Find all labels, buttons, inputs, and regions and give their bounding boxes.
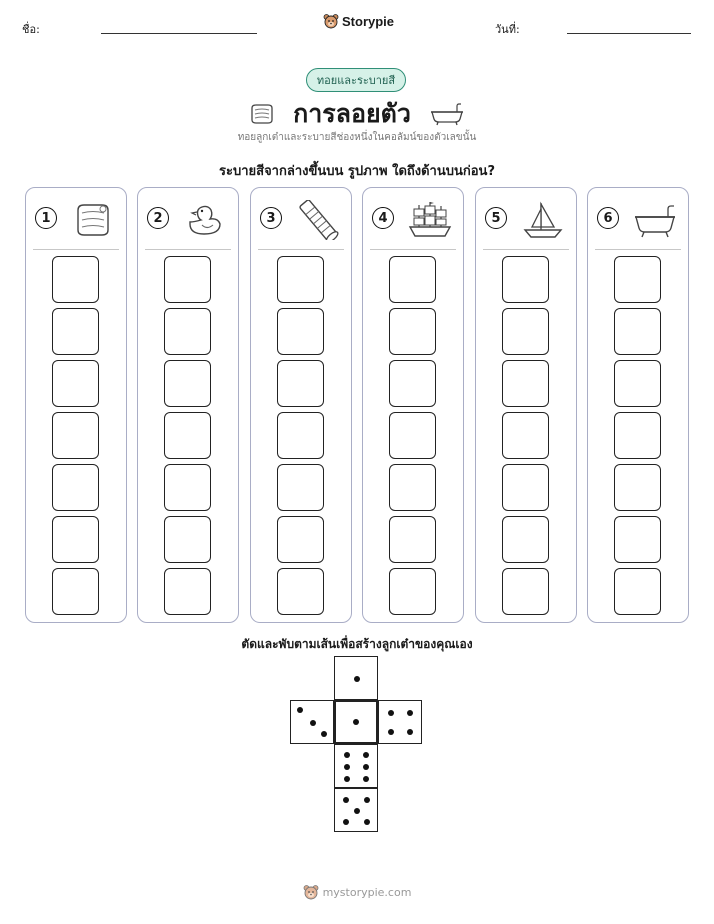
footer — [0, 884, 714, 900]
color-cell[interactable] — [389, 308, 436, 355]
dice-face-left — [290, 700, 334, 744]
dice-pip — [343, 797, 349, 803]
column-header — [363, 198, 463, 248]
column-number: 1 — [35, 207, 57, 229]
date-label: วันที่: — [495, 23, 520, 36]
bear-face-icon — [303, 884, 319, 900]
column-header — [138, 198, 238, 248]
column-number: 2 — [147, 207, 169, 229]
dice-pip — [407, 729, 413, 735]
dice-face-bottom — [334, 788, 378, 832]
dice-pip — [364, 797, 370, 803]
color-cell[interactable] — [389, 256, 436, 303]
dice-pip — [354, 808, 360, 814]
color-cell[interactable] — [52, 464, 99, 511]
color-cell[interactable] — [52, 360, 99, 407]
column-2 — [137, 187, 239, 623]
column-1 — [25, 187, 127, 623]
color-cell[interactable] — [614, 256, 661, 303]
color-cell[interactable] — [164, 412, 211, 459]
color-cell[interactable] — [389, 360, 436, 407]
dice-pip — [344, 776, 350, 782]
color-cell[interactable] — [389, 464, 436, 511]
footer-url[interactable]: mystorypie.com — [322, 885, 412, 899]
name-line — [101, 33, 257, 34]
color-cell[interactable] — [52, 308, 99, 355]
color-cell[interactable] — [389, 412, 436, 459]
pirate-ship-icon — [407, 200, 453, 240]
color-cell[interactable] — [502, 568, 549, 615]
color-cell[interactable] — [502, 360, 549, 407]
brand-logo — [323, 13, 394, 29]
color-cell[interactable] — [502, 256, 549, 303]
color-cell[interactable] — [52, 516, 99, 563]
color-cell[interactable] — [502, 516, 549, 563]
dice-pip — [388, 729, 394, 735]
dice-face-center — [334, 700, 378, 744]
soap-bar-icon — [70, 200, 116, 240]
dice-pip — [363, 752, 369, 758]
color-cell[interactable] — [164, 308, 211, 355]
color-cell[interactable] — [164, 464, 211, 511]
color-cell[interactable] — [164, 256, 211, 303]
bathtub-icon — [429, 102, 465, 126]
color-cell[interactable] — [277, 308, 324, 355]
color-cell[interactable] — [277, 516, 324, 563]
page-title: การลอยตัว — [293, 99, 411, 128]
color-cell[interactable] — [614, 568, 661, 615]
scroll-icon — [295, 200, 341, 240]
column-divider — [370, 249, 456, 250]
dice-face-lower — [334, 744, 378, 788]
column-4 — [362, 187, 464, 623]
dice-pip — [363, 776, 369, 782]
color-cell[interactable] — [614, 412, 661, 459]
question: ระบายสีจากล่างขึ้นบน รูปภาพ ใดถึงด้านบนก่อน? — [219, 164, 495, 179]
column-3 — [250, 187, 352, 623]
column-header — [251, 198, 351, 248]
column-number: 4 — [372, 207, 394, 229]
dice-pip — [388, 710, 394, 716]
dice-pip — [344, 752, 350, 758]
column-number: 6 — [597, 207, 619, 229]
activity-badge: ทอยและระบายสี — [306, 68, 406, 92]
dice-pip — [363, 764, 369, 770]
title-row — [0, 94, 714, 134]
color-cell[interactable] — [389, 516, 436, 563]
column-number: 3 — [260, 207, 282, 229]
color-cell[interactable] — [277, 568, 324, 615]
date-line — [567, 33, 691, 34]
color-cell[interactable] — [277, 256, 324, 303]
color-cell[interactable] — [164, 516, 211, 563]
color-cell[interactable] — [52, 568, 99, 615]
cut-instruction: ตัดและพับตามเส้นเพื่อสร้างลูกเต๋าของคุณเอง — [241, 637, 473, 651]
column-number: 5 — [485, 207, 507, 229]
dice-pip — [297, 707, 303, 713]
column-6 — [587, 187, 689, 623]
color-cell[interactable] — [164, 360, 211, 407]
color-cell[interactable] — [52, 256, 99, 303]
dice-pip — [343, 819, 349, 825]
dice-pip — [321, 731, 327, 737]
bathtub-icon — [632, 200, 678, 240]
dice-pip — [310, 720, 316, 726]
column-divider — [145, 249, 231, 250]
brand-name: Storypie — [342, 13, 395, 29]
subtitle: ทอยลูกเต๋าและระบายสีช่องหนึ่งในคอลัมน์ของตัวเลขนั้น — [237, 132, 477, 143]
dice-face-top — [334, 656, 378, 700]
color-cell[interactable] — [502, 308, 549, 355]
dice-pip — [364, 819, 370, 825]
column-divider — [483, 249, 569, 250]
column-divider — [595, 249, 681, 250]
color-cell[interactable] — [277, 360, 324, 407]
dice-pip — [407, 710, 413, 716]
column-divider — [258, 249, 344, 250]
soap-bar-icon — [249, 102, 275, 126]
dice-pip — [344, 764, 350, 770]
color-cell[interactable] — [614, 308, 661, 355]
column-header — [26, 198, 126, 248]
color-cell[interactable] — [614, 464, 661, 511]
column-5 — [475, 187, 577, 623]
color-cell[interactable] — [614, 360, 661, 407]
column-header — [588, 198, 688, 248]
column-header — [476, 198, 576, 248]
dice-pip — [354, 676, 360, 682]
color-cell[interactable] — [277, 464, 324, 511]
color-cell[interactable] — [502, 464, 549, 511]
color-cell[interactable] — [164, 568, 211, 615]
bear-face-icon — [323, 13, 339, 29]
color-cell[interactable] — [277, 412, 324, 459]
color-cell[interactable] — [389, 568, 436, 615]
dice-face-right — [378, 700, 422, 744]
color-cell[interactable] — [502, 412, 549, 459]
rubber-duck-icon — [182, 200, 228, 240]
column-divider — [33, 249, 119, 250]
sailboat-icon — [520, 200, 566, 240]
name-label: ชื่อ: — [22, 23, 40, 36]
dice-pip — [353, 719, 359, 725]
color-cell[interactable] — [614, 516, 661, 563]
color-cell[interactable] — [52, 412, 99, 459]
